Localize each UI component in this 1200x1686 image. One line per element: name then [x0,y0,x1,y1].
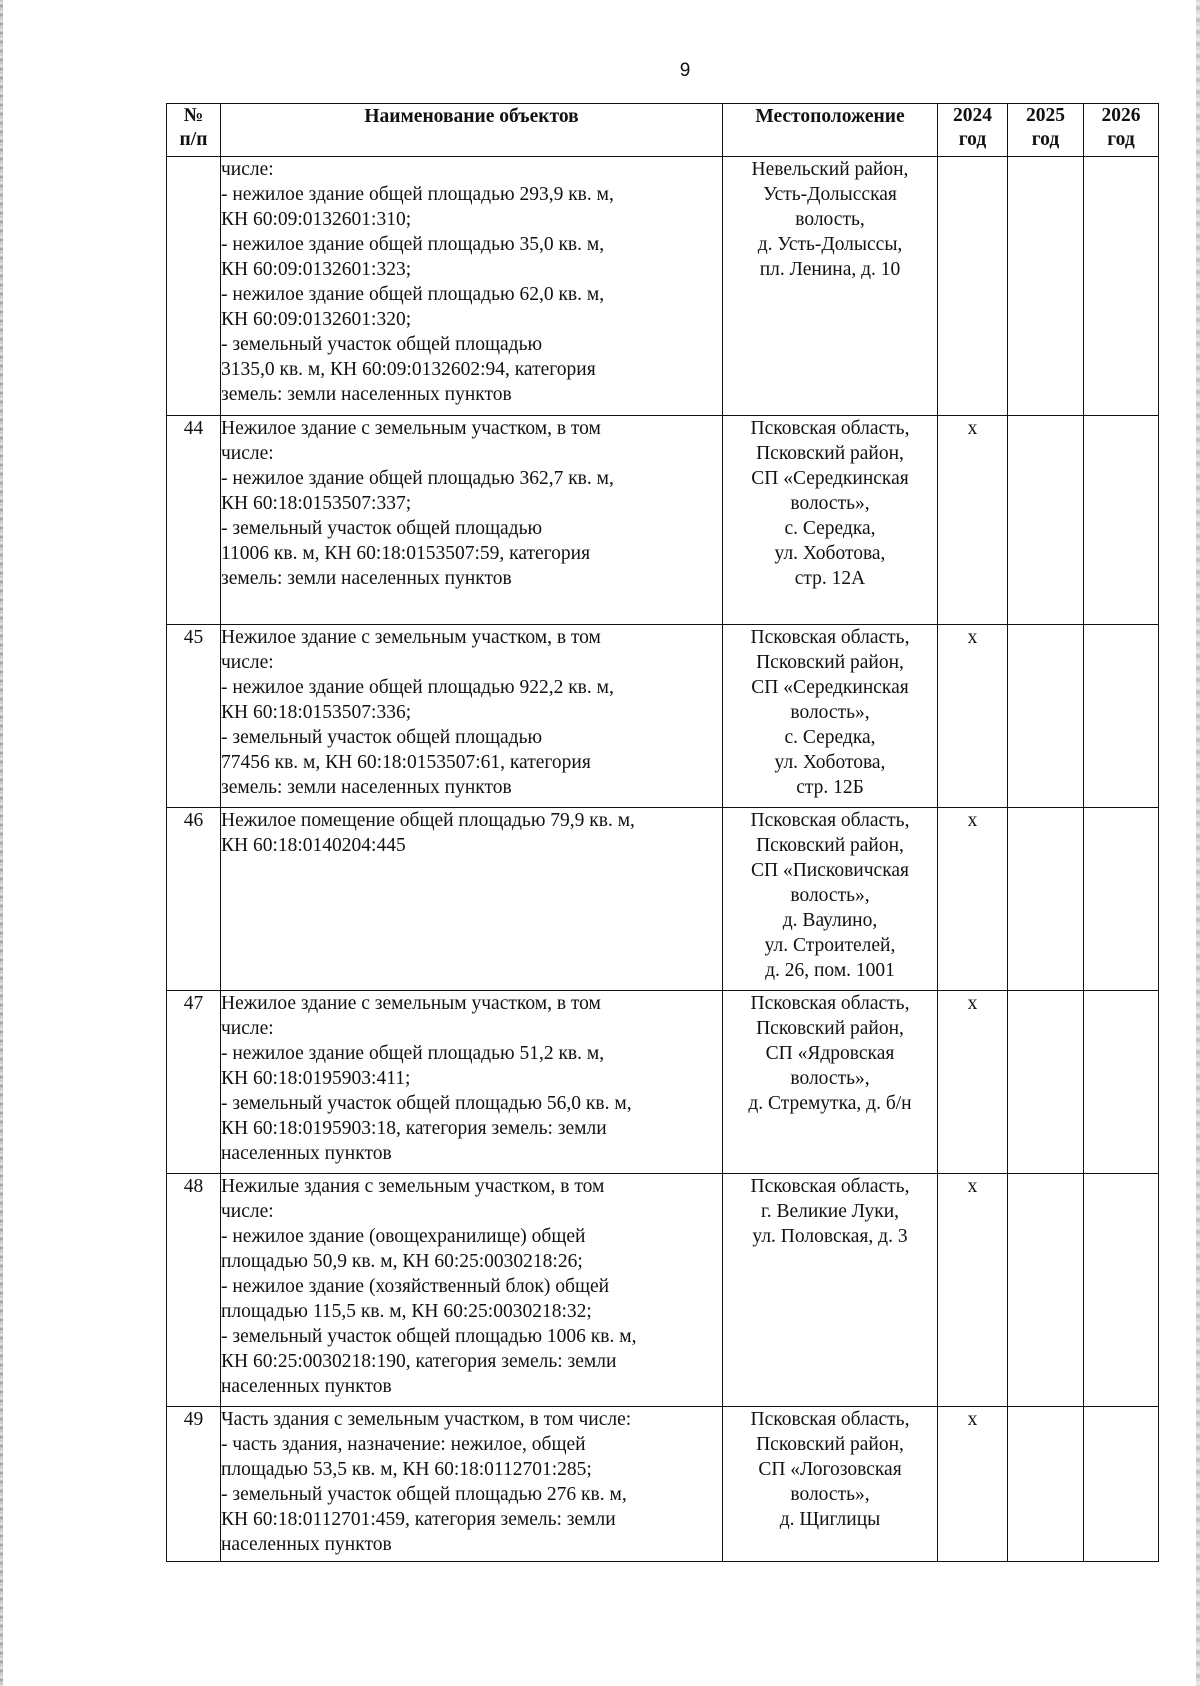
object-description-line: площадью 115,5 кв. м, КН 60:25:0030218:32; [221,1301,592,1322]
year-2025-mark [1008,1174,1084,1407]
object-description-line: Часть здания с земельным участком, в том числе: [221,1409,632,1430]
object-description [221,157,723,416]
object-description-line: числе: [221,443,274,464]
year-2025-mark [1008,991,1084,1174]
year-2024-mark: x [938,416,1008,625]
row-number: 45 [167,625,221,808]
object-location-line: Псковская область, [750,1176,910,1197]
object-location [723,157,938,416]
object-location [723,1174,938,1407]
object-description [221,416,723,625]
year-2026-mark [1084,991,1159,1174]
object-location-line: волость», [790,493,870,514]
objects-table [166,103,1159,1562]
object-description [221,1174,723,1407]
row-number: 48 [167,1174,221,1407]
object-description-line: - нежилое здание общей площадью 35,0 кв. м, [221,234,605,255]
object-location-line: волость, [795,209,865,230]
object-description-line: - нежилое здание общей площадью 62,0 кв. м, [221,284,605,305]
header-year-unit: год [1031,129,1060,150]
scan-edge-left [0,0,3,1686]
header-location: Местоположение [723,104,938,157]
object-description-line: КН 60:18:0153507:337; [221,493,412,514]
year-2025-mark [1008,625,1084,808]
object-location-line: Псковская область, [750,1409,910,1430]
object-description-line: Нежилые здания с земельным участком, в том [221,1176,605,1197]
year-2025-mark [1008,808,1084,991]
year-2026-mark [1084,808,1159,991]
row-number: 47 [167,991,221,1174]
object-location-line: СП «Писковичская [750,860,910,881]
object-location-line: ул. Хоботова, [774,752,886,773]
object-description-line: - нежилое здание (овощехранилище) общей [221,1226,586,1247]
table-row [167,625,1159,808]
object-description-line: КН 60:09:0132601:310; [221,209,412,230]
object-description-line: - земельный участок общей площадью 1006 кв. м, [221,1326,637,1347]
object-description-line: Нежилое здание с земельным участком, в том [221,993,601,1014]
object-location-line: д. Щиглицы [779,1509,881,1530]
object-location-line: ул. Строителей, [764,935,896,956]
object-location [723,625,938,808]
object-location-line: г. Великие Луки, [760,1201,900,1222]
object-description-line: земель: земли населенных пунктов [221,568,512,589]
object-location-line: д. Усть-Долыссы, [757,234,903,255]
object-description-line: КН 60:25:0030218:190, категория земель: земли [221,1351,617,1372]
table-row [167,808,1159,991]
object-description-line: - земельный участок общей площадью 276 кв. м, [221,1484,627,1505]
object-description-line: КН 60:09:0132601:323; [221,259,412,280]
header-year-2025 [1008,104,1084,157]
object-location-line: Псковская область, [750,993,910,1014]
object-description-line: площадью 53,5 кв. м, КН 60:18:0112701:285; [221,1459,592,1480]
scan-edge-right [1196,0,1200,1686]
object-location-line: ул. Половская, д. 3 [752,1226,908,1247]
year-2026-mark [1084,1174,1159,1407]
year-2024-mark: x [938,991,1008,1174]
object-description-line: земель: земли населенных пунктов [221,384,512,405]
year-2024-mark: x [938,625,1008,808]
object-description-line: - земельный участок общей площадью 56,0 кв. м, [221,1093,632,1114]
object-location-line: Псковский район, [756,1018,904,1039]
object-description-line: 77456 кв. м, КН 60:18:0153507:61, категория [221,752,591,773]
year-2024-mark [938,157,1008,416]
object-description-line: земель: земли населенных пунктов [221,777,512,798]
object-location-line: Невельский район, [751,159,909,180]
object-description-line: числе: [221,1201,274,1222]
object-description-line: - земельный участок общей площадью [221,518,543,539]
object-description-line: - земельный участок общей площадью [221,334,543,355]
object-description-line: КН 60:18:0195903:18, категория земель: земли [221,1118,607,1139]
object-description [221,991,723,1174]
object-description-line: населенных пунктов [221,1376,392,1397]
object-description [221,625,723,808]
object-location-line: Псковская область, [750,418,910,439]
object-description-line: 3135,0 кв. м, КН 60:09:0132602:94, категория [221,359,596,380]
object-location-line: СП «Середкинская [751,468,909,489]
year-2024-mark: x [938,808,1008,991]
object-description-line: - нежилое здание общей площадью 51,2 кв. м, [221,1043,605,1064]
year-2024-mark: x [938,1174,1008,1407]
header-year-value: 2024 [953,105,992,126]
object-description-line: КН 60:18:0195903:411; [221,1068,411,1089]
object-location [723,416,938,625]
row-number: 46 [167,808,221,991]
object-location-line: СП «Середкинская [751,677,909,698]
header-year-value: 2026 [1101,105,1141,126]
year-2025-mark [1008,157,1084,416]
object-location-line: д. Ваулино, [782,910,878,931]
table-row [167,991,1159,1174]
object-location-line: СП «Ядровская [765,1043,895,1064]
object-location-line: Псковский район, [756,443,904,464]
object-location-line: Усть-Долысская [763,184,897,205]
object-description [221,1407,723,1562]
object-description-line: - нежилое здание общей площадью 362,7 кв. м, [221,468,614,489]
object-location-line: пл. Ленина, д. 10 [759,259,901,280]
year-2026-mark [1084,625,1159,808]
object-location [723,1407,938,1562]
object-location-line: волость», [790,1484,870,1505]
header-year-unit: год [958,129,987,150]
object-location [723,991,938,1174]
object-location-line: Псковский район, [756,835,904,856]
object-location-line: ул. Хоботова, [774,543,886,564]
object-description-line: площадью 50,9 кв. м, КН 60:25:0030218:26; [221,1251,583,1272]
header-object-name: Наименование объектов [221,104,723,157]
object-location-line: с. Середка, [784,727,876,748]
table-body [167,157,1159,1562]
object-description-line: числе: [221,1018,274,1039]
object-location-line: с. Середка, [784,518,876,539]
object-location-line: стр. 12Б [796,777,864,798]
year-2026-mark [1084,416,1159,625]
object-description-line: числе: [221,159,274,180]
object-description-line: - земельный участок общей площадью [221,727,543,748]
table-row [167,1174,1159,1407]
object-description-line: населенных пунктов [221,1143,392,1164]
object-location-line: Псковская область, [750,810,910,831]
object-location-line: Псковская область, [750,627,910,648]
header-number-symbol: № [183,105,204,126]
header-year-unit: год [1107,129,1135,150]
object-description-line: - нежилое здание (хозяйственный блок) общей [221,1276,610,1297]
object-description-line: КН 60:18:0140204:445 [221,835,406,856]
year-2026-mark [1084,157,1159,416]
object-location-line: стр. 12А [794,568,866,589]
object-location-line: Псковский район, [756,1434,904,1455]
row-number: 49 [167,1407,221,1562]
object-description [221,808,723,991]
table-header-row [167,104,1159,157]
year-2026-mark [1084,1407,1159,1562]
object-location-line: д. 26, пом. 1001 [765,960,895,981]
row-number [167,157,221,416]
object-location-line: волость», [790,1068,870,1089]
year-2025-mark [1008,1407,1084,1562]
page-number: 9 [679,60,691,81]
table-row [167,157,1159,416]
object-description-line: 11006 кв. м, КН 60:18:0153507:59, категория [221,543,591,564]
object-description-line: Нежилое помещение общей площадью 79,9 кв. м, [221,810,635,831]
object-description-line: Нежилое здание с земельным участком, в том [221,627,601,648]
object-location-line: д. Стремутка, д. б/н [748,1093,912,1114]
row-number: 44 [167,416,221,625]
header-number [167,104,221,157]
object-location-line: СП «Логозовская [758,1459,902,1480]
object-description-line: КН 60:18:0112701:459, категория земель: земли [221,1509,616,1530]
object-description-line: КН 60:09:0132601:320; [221,309,412,330]
header-year-2026 [1084,104,1159,157]
object-description-line: Нежилое здание с земельным участком, в том [221,418,601,439]
object-description-line: населенных пунктов [221,1534,392,1555]
object-location-line: волость», [790,702,870,723]
object-description-line: - нежилое здание общей площадью 922,2 кв. м, [221,677,614,698]
object-description-line: - часть здания, назначение: нежилое, общей [221,1434,586,1455]
table-row [167,1407,1159,1562]
object-location [723,808,938,991]
header-year-value: 2025 [1026,105,1065,126]
header-number-abbr: п/п [179,129,208,150]
header-year-2024 [938,104,1008,157]
year-2025-mark [1008,416,1084,625]
table-row [167,416,1159,625]
object-description-line: числе: [221,652,274,673]
object-location-line: Псковский район, [756,652,904,673]
object-description-line: - нежилое здание общей площадью 293,9 кв. м, [221,184,614,205]
year-2024-mark: x [938,1407,1008,1562]
object-description-line: КН 60:18:0153507:336; [221,702,412,723]
object-location-line: волость», [790,885,870,906]
